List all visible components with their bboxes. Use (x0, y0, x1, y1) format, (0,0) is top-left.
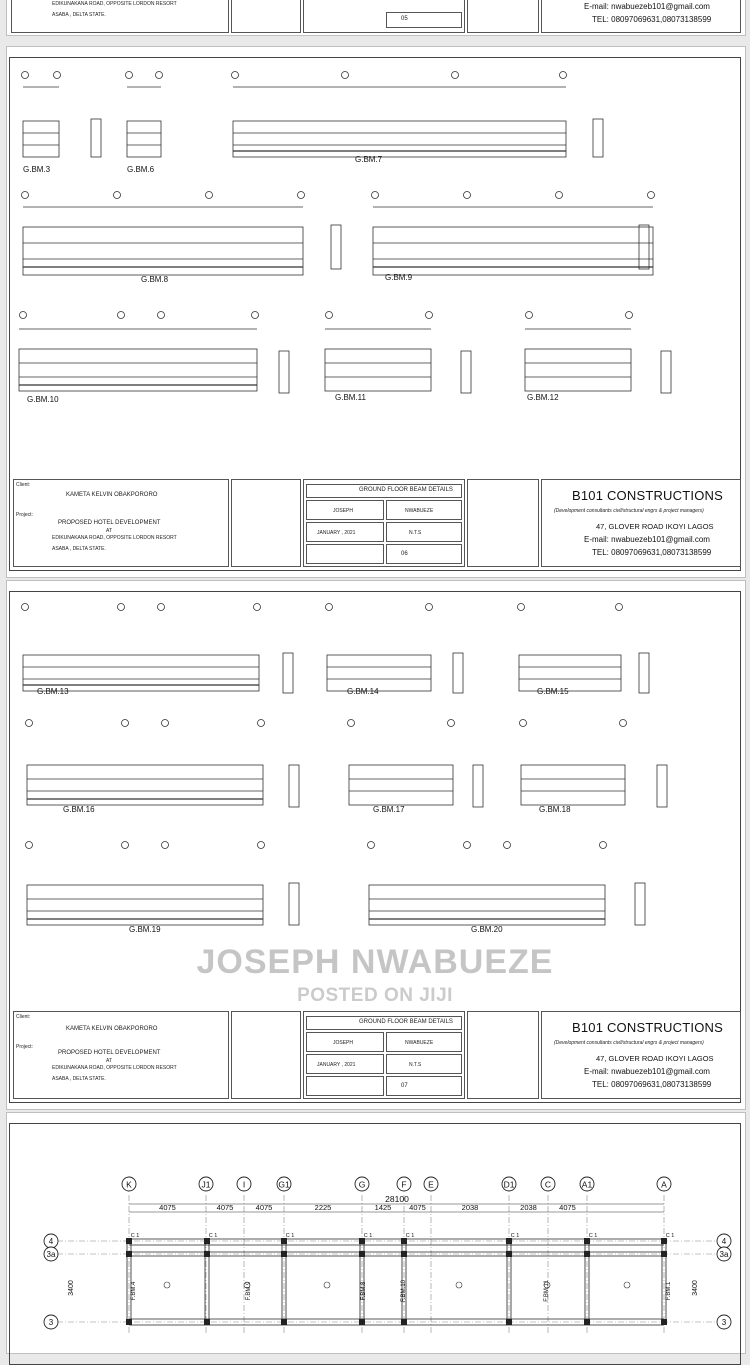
span-dimension: 4075 (559, 1203, 576, 1212)
company-email: E-mail: nwabuezeb101@gmail.com (584, 535, 710, 544)
company-name: B101 CONSTRUCTIONS (572, 488, 723, 503)
project-at: AT (106, 528, 113, 534)
drawing-title: GROUND FLOOR BEAM DETAILS (359, 487, 453, 493)
beam-label: G.BM.7 (355, 155, 383, 164)
info-cell (303, 479, 465, 567)
column (281, 1251, 287, 1257)
client-cell (11, 0, 229, 33)
span-dimension: 1425 (374, 1203, 392, 1212)
beam-tag: F.BM.1 (666, 1281, 672, 1301)
beam-label: G.BM.12 (527, 393, 559, 402)
company-cell (541, 0, 741, 33)
foundation-plan-drawing (7, 1113, 745, 1335)
company-email: E-mail: nwabuezeb101@gmail.com (584, 2, 710, 11)
beam-label: G.BM.13 (37, 687, 69, 696)
span-dimension: 4075 (255, 1203, 273, 1212)
drawing-date: JANUARY , 2021 (317, 1062, 356, 1068)
grid-label: 4 (721, 1237, 727, 1246)
beam-tag: F.BM.10 (401, 1279, 407, 1303)
company-address: 47, GLOVER ROAD IKOYI LAGOS (596, 522, 714, 531)
drawing-sheet-plan (6, 1112, 746, 1354)
drawing-scale: N.T.S (409, 1062, 422, 1068)
project-label: Project: (16, 1044, 33, 1050)
beam-label: G.BM.3 (23, 165, 51, 174)
beam-label: G.BM.6 (127, 165, 155, 174)
client-label: Client: (16, 1014, 31, 1020)
project-name: PROPOSED HOTEL DEVELOPMENT (58, 1050, 161, 1056)
drawing-title: GROUND FLOOR BEAM DETAILS (359, 1019, 453, 1025)
span-dimension: 2038 (520, 1203, 537, 1212)
beam-label: G.BM.17 (373, 805, 405, 814)
checked-by: NWABUEZE (405, 1040, 434, 1046)
column (204, 1251, 210, 1257)
column (401, 1251, 407, 1257)
column (661, 1319, 667, 1325)
beam-label: G.BM.14 (347, 687, 379, 696)
column-tag: C 1 (130, 1233, 140, 1239)
span-dimension: 4075 (159, 1203, 176, 1212)
checked-by: NWABUEZE (405, 508, 434, 514)
sheet-number: 05 (401, 16, 408, 22)
state-line: ASABA , DELTA STATE. (52, 546, 106, 552)
grid-label: D1 (503, 1179, 515, 1190)
beam-tag: F.BM.9 (246, 1281, 252, 1301)
drawing-scale: N.T.S (409, 530, 422, 536)
column (126, 1319, 132, 1325)
span-dimension: 2038 (461, 1203, 479, 1212)
column-tag: C 1 (208, 1233, 218, 1239)
company-tagline: (Development consultants civil/structural engrs & project managers) (554, 508, 704, 514)
drawing-sheet-05 (6, 0, 746, 36)
grid-label: A (661, 1179, 667, 1190)
span-dimension: 4075 (409, 1203, 426, 1212)
client-name: KAMETA KELVIN OBAKPORORO (66, 1026, 158, 1032)
span-dimension: 2225 (314, 1203, 332, 1212)
grid-label: K (126, 1179, 132, 1190)
grid-label: I (242, 1179, 246, 1190)
stamp-cell (467, 0, 539, 33)
beam-label: G.BM.19 (129, 925, 161, 934)
site-line: EDIKUNAKANA ROAD, OPPOSITE LORDON RESORT (52, 1, 177, 7)
overall-dimension: 28100 (385, 1194, 409, 1204)
grid-label: G (358, 1179, 366, 1190)
beam-label: G.BM.20 (471, 925, 503, 934)
beam-tag: F.BM.11 (544, 1280, 550, 1302)
client-cell (13, 1011, 229, 1099)
watermark-posted: POSTED ON JIJI (297, 985, 453, 1006)
info-cell (303, 1011, 465, 1099)
column-tag: C 1 (588, 1233, 598, 1239)
state-line: ASABA , DELTA STATE. (52, 12, 106, 18)
client-name: KAMETA KELVIN OBAKPORORO (66, 492, 158, 498)
beam-label: G.BM.11 (335, 393, 366, 402)
beam-details-drawing (7, 59, 745, 479)
drawn-by: JOSEPH (333, 508, 354, 514)
grid-label: F (401, 1179, 407, 1190)
sheet-number: 06 (401, 551, 408, 557)
client-cell (13, 479, 229, 567)
column (584, 1319, 590, 1325)
drawing-sheet-07 (6, 580, 746, 1110)
company-name: B101 CONSTRUCTIONS (572, 1020, 723, 1035)
logo-cell (231, 479, 301, 567)
column (506, 1251, 512, 1257)
project-at: AT (106, 1058, 113, 1064)
column (401, 1319, 407, 1325)
grid-label: 4 (48, 1237, 54, 1246)
company-cell (541, 1011, 741, 1099)
section-mark (324, 1282, 330, 1288)
sheet-number: 07 (401, 1083, 408, 1089)
beam-tag: F.BM.4 (131, 1281, 137, 1301)
grid-label: 3 (721, 1318, 727, 1327)
watermark-name: JOSEPH NWABUEZE (196, 943, 554, 981)
site-line: EDIKUNAKANA ROAD, OPPOSITE LORDON RESORT (52, 1065, 177, 1071)
company-cell (541, 479, 741, 567)
logo-cell (231, 0, 301, 33)
column (661, 1251, 667, 1257)
beam-label: G.BM.9 (385, 273, 413, 282)
drawn-by: JOSEPH (333, 1040, 354, 1046)
grid-label: G1 (278, 1179, 290, 1190)
section-mark (164, 1282, 170, 1288)
column (204, 1319, 210, 1325)
project-name: PROPOSED HOTEL DEVELOPMENT (58, 520, 161, 526)
logo-cell (231, 1011, 301, 1099)
column-tag: C 1 (665, 1233, 675, 1239)
column (359, 1319, 365, 1325)
grid-label: 3a (46, 1250, 56, 1259)
stamp-cell (467, 1011, 539, 1099)
column (126, 1251, 132, 1257)
section-mark (456, 1282, 462, 1288)
company-email: E-mail: nwabuezeb101@gmail.com (584, 1067, 710, 1076)
beam-tag: F.BM.8 (361, 1281, 367, 1301)
drawing-sheet-06 (6, 46, 746, 578)
column-tag: C 1 (285, 1233, 295, 1239)
drawing-date: JANUARY , 2021 (317, 530, 356, 536)
side-dimension: 3400 (692, 1280, 699, 1296)
column-tag: C 1 (405, 1233, 415, 1239)
client-label: Client: (16, 482, 31, 488)
grid-label: 3 (48, 1318, 54, 1327)
section-mark (624, 1282, 630, 1288)
beam-label: G.BM.10 (27, 395, 59, 404)
site-line: EDIKUNAKANA ROAD, OPPOSITE LORDON RESORT (52, 535, 177, 541)
company-tel: TEL: 08097069631,08073138599 (592, 15, 712, 24)
grid-label: 3a (719, 1250, 729, 1259)
state-line: ASABA , DELTA STATE. (52, 1076, 106, 1082)
column-tag: C 1 (510, 1233, 520, 1239)
grid-label: C (544, 1179, 552, 1190)
column (359, 1251, 365, 1257)
stamp-cell (467, 479, 539, 567)
grid-label: J1 (201, 1179, 211, 1190)
project-label: Project: (16, 512, 33, 518)
info-cell (303, 0, 465, 33)
side-dimension: 3400 (68, 1280, 75, 1296)
column (281, 1319, 287, 1325)
beam-label: G.BM.8 (141, 275, 169, 284)
beam-label: G.BM.15 (537, 687, 569, 696)
column (584, 1251, 590, 1257)
company-tel: TEL: 08097069631,08073138599 (592, 548, 712, 557)
beam-label: G.BM.16 (63, 805, 95, 814)
column (506, 1319, 512, 1325)
column-tag: C 1 (363, 1233, 373, 1239)
span-dimension: 4075 (216, 1203, 234, 1212)
company-tagline: (Development consultants civil/structural engrs & project managers) (554, 1040, 704, 1046)
grid-label: E (428, 1179, 434, 1190)
grid-label: A1 (581, 1179, 593, 1190)
company-address: 47, GLOVER ROAD IKOYI LAGOS (596, 1054, 714, 1063)
beam-label: G.BM.18 (539, 805, 571, 814)
company-tel: TEL: 08097069631,08073138599 (592, 1080, 712, 1089)
